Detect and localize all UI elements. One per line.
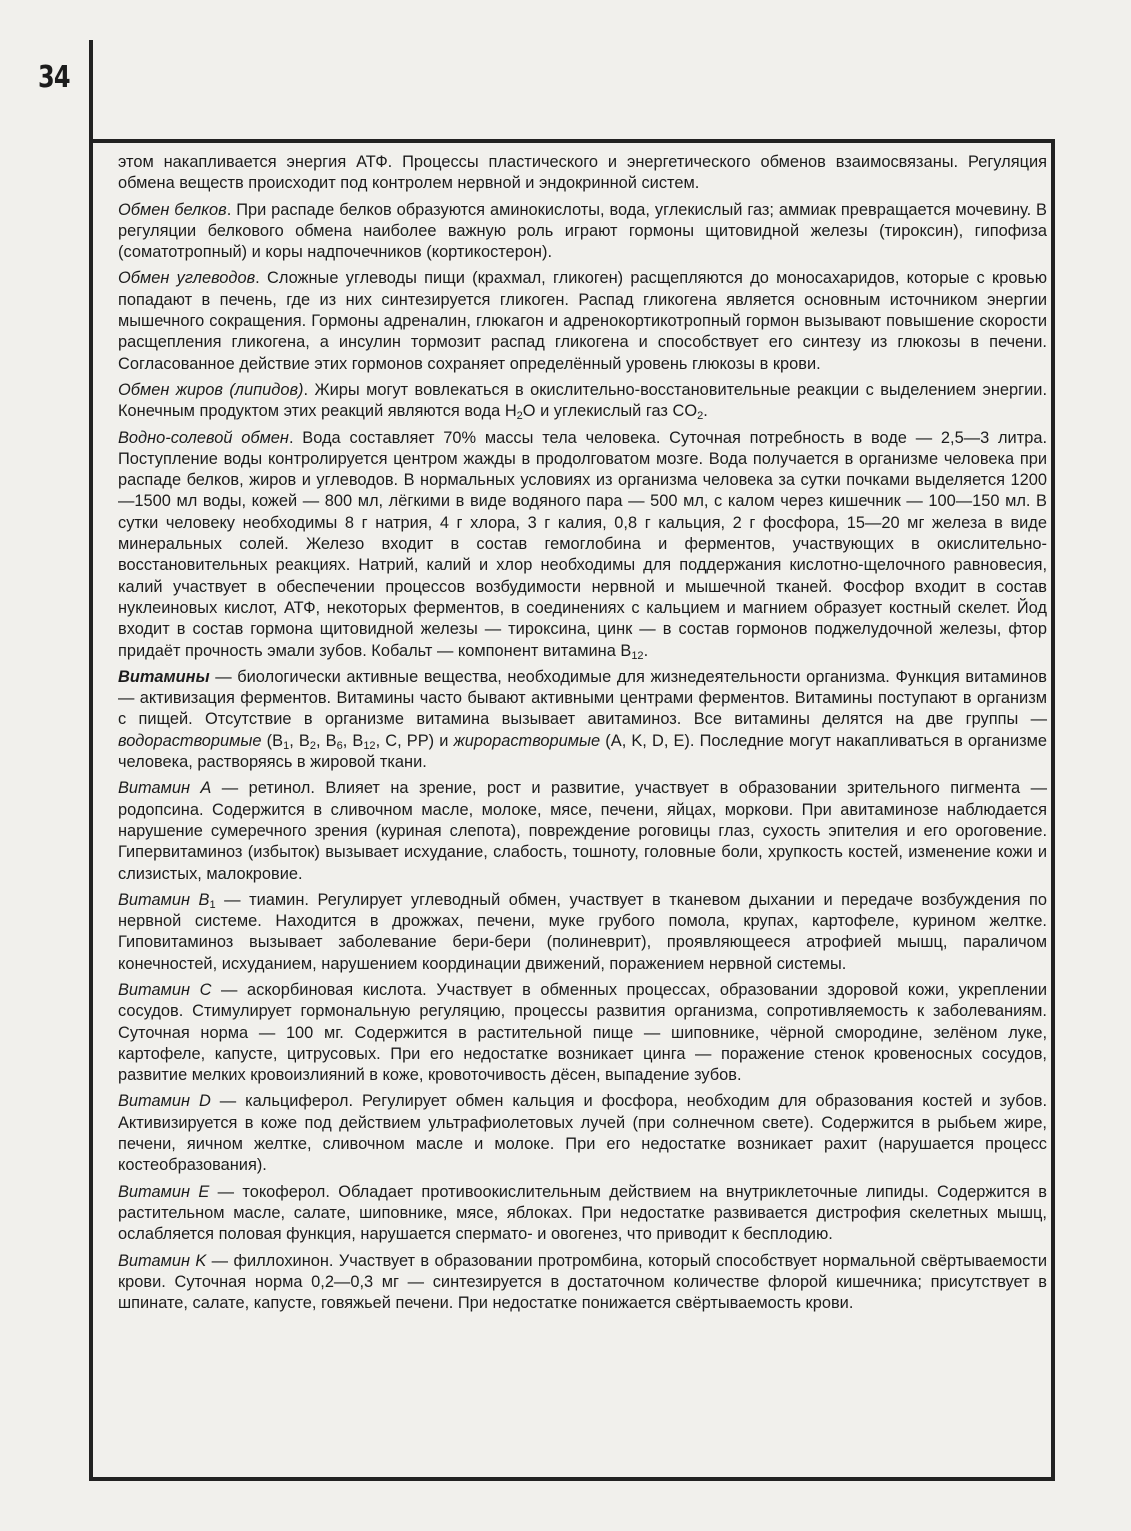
right-border-rule: [1051, 139, 1055, 1481]
paragraph-carbohydrate-metabolism: [118, 268, 1047, 374]
paragraph-heading: Водно-солевой обмен: [118, 428, 289, 447]
paragraph-text: (A, K, D, E). Последние могут накапливаться в организме человека, растворяясь в жировой ткани.: [118, 731, 1048, 772]
subscript: 2: [697, 410, 704, 423]
paragraph-text: . Вода составляет 70% массы тела человека. Суточная потребность в воде — 2,5—3 литра. Поступление воды контролируется центром жажды в продолговатом мозге. Вода получается в организме человека при распаде белков, жиров и углеводов. В нормальных условиях из организма человека за сутки почками выделяется 1200—1500 мл воды, кожей — 800 мл, лёгкими в виде водяного пара — 500 мл, с калом через кишечник — 100—150 мл. В сутки человеку необходимы 8 г натрия, 4 г хлора, 3 г калия, 0,8 г кальция, 2 г фосфора, 15—20 мг железа в виде минеральных солей. Железо входит в состав гемоглобина и ферментов, участвующих в окислительно-восстановительных реакциях. Натрий, калий и хлор необходимы для поддержания кислотно-щелочного равновесия, калий участвует в обеспечении процессов возбудимости нервной и мышечной тканей. Фосфор входит в состав нуклеиновых кислот, АТФ, некоторых ферментов, в соединениях с кальцием и магнием образует костный скелет. Йод входит в состав гормона щитовидной железы — тироксина, цинк — в состав гормонов поджелудочной железы, фтор придаёт прочность эмали зубов. Кобальт — компонент витамина B: [118, 428, 1047, 660]
paragraph-text: — кальциферол. Регулирует обмен кальция и фосфора, необходим для образования костей и зубов. Активизируется в коже под действием ультрафиолетовых лучей (при солнечном свете). Содержится в рыбьем жире, печени, яичном желтке, сливочном масле и молоке. При его недостатке возникает рахит (нарушается процесс костеобразования).: [118, 1092, 1048, 1175]
paragraph-text: — аскорбиновая кислота. Участвует в обменных процессах, образовании здоровой кожи, укреплении сосудов. Стимулирует гормональную регуляцию, процессы развития организма, сопротивляемость к заболеваниям. Суточная норма — 100 мг. Содержится в растительной пище — шиповнике, чёрной смородине, зелёном луке, картофеле, капусте, цитрусовых. При его недостатке возникает цинга — поражение стенок кровеносных сосудов, развитие мелких кровоизлияний в коже, кровоточивость дёсен, выпадение зубов.: [118, 980, 1047, 1085]
paragraph-vitamins: [118, 667, 1047, 773]
term-fat-soluble: жирорастворимые: [453, 731, 601, 750]
paragraph-text: — филлохинон. Участвует в образовании протромбина, который способствует нормальной свёртываемости крови. Суточная норма 0,2—0,3 мг — синтезируется в достаточном количестве флорой кишечника; присутствует в шпинате, салате, капусте, говяжьей печени. При недостатке понижается свёртываемость крови.: [118, 1251, 1047, 1313]
paragraph-vitamin-b1: [118, 890, 1047, 975]
paragraph-text: , C, PP) и: [375, 731, 454, 750]
paragraph-text: , B: [342, 731, 364, 750]
paragraph-heading: Витамин K: [118, 1251, 207, 1270]
subscript: 2: [309, 739, 316, 752]
paragraph-vitamin-e: [118, 1182, 1047, 1246]
paragraph-heading: Витамин E: [118, 1182, 210, 1201]
paragraph-heading: Витамин А: [118, 779, 212, 798]
paragraph-heading: Обмен углеводов: [118, 269, 256, 288]
paragraph-vitamin-a: [118, 778, 1047, 884]
paragraph-text: — токоферол. Обладает противоокислительным действием на внутриклеточные липиды. Содержится в растительном масле, салате, шиповнике, мясе, яблоках. При недостатке развивается дистрофия скелетных мышц, ослабляется половая функция, нарушается спермато- и овогенез, что приводит к бесплодию.: [118, 1182, 1047, 1244]
paragraph-heading: Витамин B: [118, 890, 210, 909]
paragraph-heading: Витамин D: [118, 1092, 211, 1111]
paragraph-lipid-metabolism: [118, 380, 1047, 423]
paragraph-vitamin-d: [118, 1091, 1047, 1176]
paragraph-water-salt-metabolism: [118, 428, 1047, 662]
paragraph-text: .: [643, 641, 649, 660]
paragraph-text: .: [703, 402, 708, 421]
paragraph-text: , B: [315, 731, 337, 750]
paragraph-text: — биологически активные вещества, необходимые для жизнедеятельности организма. Функция витаминов — активизация ферментов. Витамины часто бывают активными центрами ферментов. Витамины поступают в организм с пищей. Отсутствие в организме витамина вызывает авитаминоз. Все витамины делятся на две группы —: [118, 667, 1047, 729]
paragraph-heading: Витамин С: [118, 980, 212, 999]
paragraph-heading: Витамины: [118, 667, 210, 686]
text-column: [118, 152, 1047, 1319]
paragraph-heading: Обмен жиров (липидов): [118, 380, 304, 399]
paragraph-heading: Обмен белков: [118, 200, 227, 219]
paragraph-text: (B: [261, 731, 284, 750]
subscript: 12: [631, 649, 644, 662]
page-number: 34: [38, 60, 70, 95]
subscript: 12: [363, 739, 376, 752]
subscript: 1: [209, 898, 216, 911]
bottom-border-rule: [89, 1477, 1055, 1481]
paragraph-text: . Сложные углеводы пищи (крахмал, гликоген) расщепляются до моносахаридов, которые с кровью попадают в печень, где из них синтезируется гликоген. Распад гликогена является основным источником энергии мышечного сокращения. Гормоны адреналин, глюкагон и адренокортикотропный гормон вызывают повышение скорости расщепления гликогена, а инсулин тормозит распад гликогена и способствует его синтезу из глюкозы в печени. Согласованное действие этих гормонов сохраняет определённый уровень глюкозы в крови.: [118, 269, 1048, 373]
paragraph-vitamin-c: [118, 980, 1047, 1086]
paragraph-text: . Жиры могут вовлекаться в окислительно-восстановительные реакции с выделением энергии. Конечным продуктом этих реакций являются вода H: [118, 380, 1047, 421]
subscript: 2: [516, 410, 523, 423]
subscript: 1: [283, 739, 290, 752]
paragraph-text: , B: [289, 731, 310, 750]
top-border-rule: [89, 139, 1055, 143]
paragraph-text: O и углекислый газ CO: [522, 402, 698, 421]
paragraph-text: — тиамин. Регулирует углеводный обмен, участвует в тканевом дыхании и передаче возбуждения по нервной системе. Находится в дрожжах, печени, муке грубого помола, крупах, картофеле, курином желтке. Гиповитаминоз вызывает заболевание бери-бери (полиневрит), проявляющееся атрофией мышц, параличом конечностей, исхуданием, нарушением координации движений, поражением нервной системы.: [118, 890, 1047, 973]
paragraph-protein-metabolism: [118, 200, 1047, 264]
paragraph-text: этом накапливается энергия АТФ. Процессы пластического и энергетического обменов взаимосвязаны. Регуляция обмена веществ происходит под контролем нервной и эндокринной систем.: [118, 153, 1047, 193]
subscript: 6: [336, 739, 343, 752]
left-border-rule: [89, 40, 93, 1481]
paragraph-intro: [118, 152, 1047, 195]
paragraph-vitamin-k: [118, 1251, 1047, 1315]
paragraph-text: — ретинол. Влияет на зрение, рост и развитие, участвует в образовании зрительного пигмента — родопсина. Содержится в сливочном масле, молоке, мясе, печени, яйцах, моркови. При авитаминозе наблюдается нарушение сумеречного зрения (куриная слепота), повреждение роговицы глаз, сухость эпителия и его ороговение. Гипервитаминоз (избыток) вызывает исхудание, слабость, тошноту, головные боли, хрупкость костей, изменение кожи и слизистых, малокровие.: [118, 779, 1047, 883]
term-water-soluble: водорастворимые: [118, 731, 262, 750]
paragraph-text: . При распаде белков образуются аминокислоты, вода, углекислый газ; аммиак превращается мочевину. В регуляции белкового обмена наиболее важную роль играют гормоны щитовидной железы (тироксин), гипофиза (соматотропный) и коры надпочечников (кортикостерон).: [118, 200, 1047, 262]
